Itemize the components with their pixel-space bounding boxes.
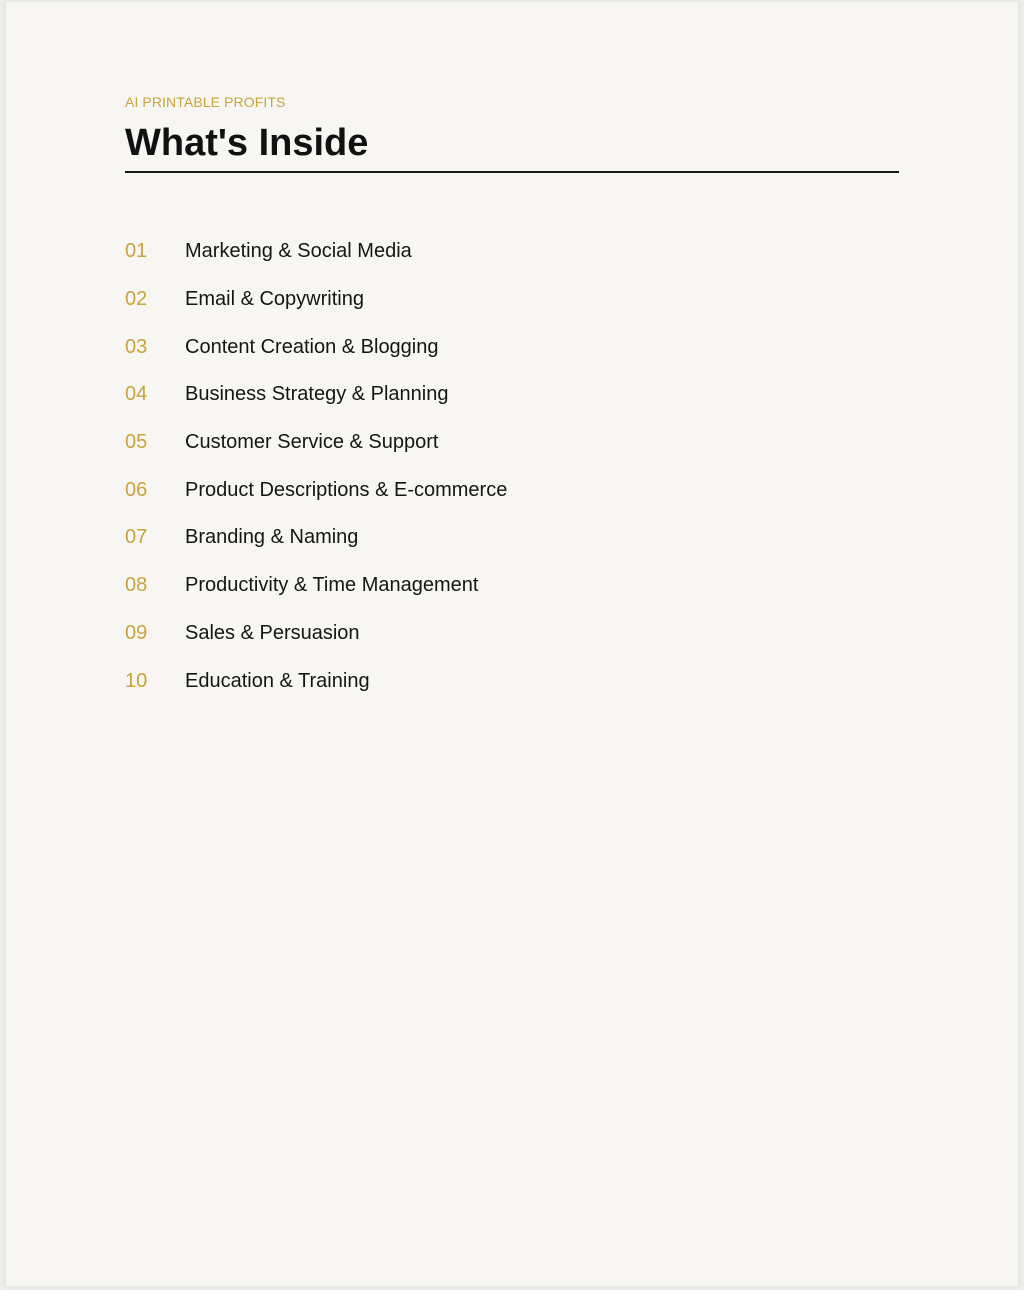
toc-item-number: 10 bbox=[125, 669, 148, 692]
toc-item-label: Customer Service & Support bbox=[185, 431, 439, 454]
toc-item bbox=[125, 276, 507, 324]
toc-item bbox=[125, 514, 507, 562]
toc-item bbox=[125, 419, 507, 467]
toc-item-label: Education & Training bbox=[185, 669, 370, 692]
toc-item bbox=[125, 562, 507, 610]
page-title: What's Inside bbox=[125, 122, 369, 164]
document-page bbox=[6, 2, 1018, 1286]
toc-item-label: Content Creation & Blogging bbox=[185, 335, 439, 358]
toc-item-number: 04 bbox=[125, 383, 148, 406]
toc-item-label: Business Strategy & Planning bbox=[185, 383, 449, 406]
toc-item bbox=[125, 228, 507, 276]
title-divider bbox=[125, 171, 899, 173]
toc-item bbox=[125, 657, 507, 705]
toc-item-number: 03 bbox=[125, 335, 148, 358]
toc-item-number: 01 bbox=[125, 240, 148, 263]
table-of-contents bbox=[125, 228, 507, 705]
toc-item-label: Product Descriptions & E-commerce bbox=[185, 478, 508, 501]
toc-item-number: 05 bbox=[125, 431, 148, 454]
toc-item-number: 08 bbox=[125, 574, 148, 597]
toc-item-number: 06 bbox=[125, 478, 148, 501]
eyebrow-label: AI PRINTABLE PROFITS bbox=[125, 94, 286, 110]
toc-item-label: Marketing & Social Media bbox=[185, 240, 412, 263]
toc-item bbox=[125, 466, 507, 514]
toc-item-label: Branding & Naming bbox=[185, 526, 359, 549]
toc-item-number: 07 bbox=[125, 526, 148, 549]
toc-item-number: 02 bbox=[125, 288, 148, 311]
toc-item bbox=[125, 371, 507, 419]
toc-item bbox=[125, 323, 507, 371]
toc-item-label: Productivity & Time Management bbox=[185, 574, 479, 597]
toc-item-label: Email & Copywriting bbox=[185, 288, 364, 311]
toc-item-label: Sales & Persuasion bbox=[185, 621, 360, 644]
toc-item-number: 09 bbox=[125, 621, 148, 644]
toc-item bbox=[125, 610, 507, 658]
